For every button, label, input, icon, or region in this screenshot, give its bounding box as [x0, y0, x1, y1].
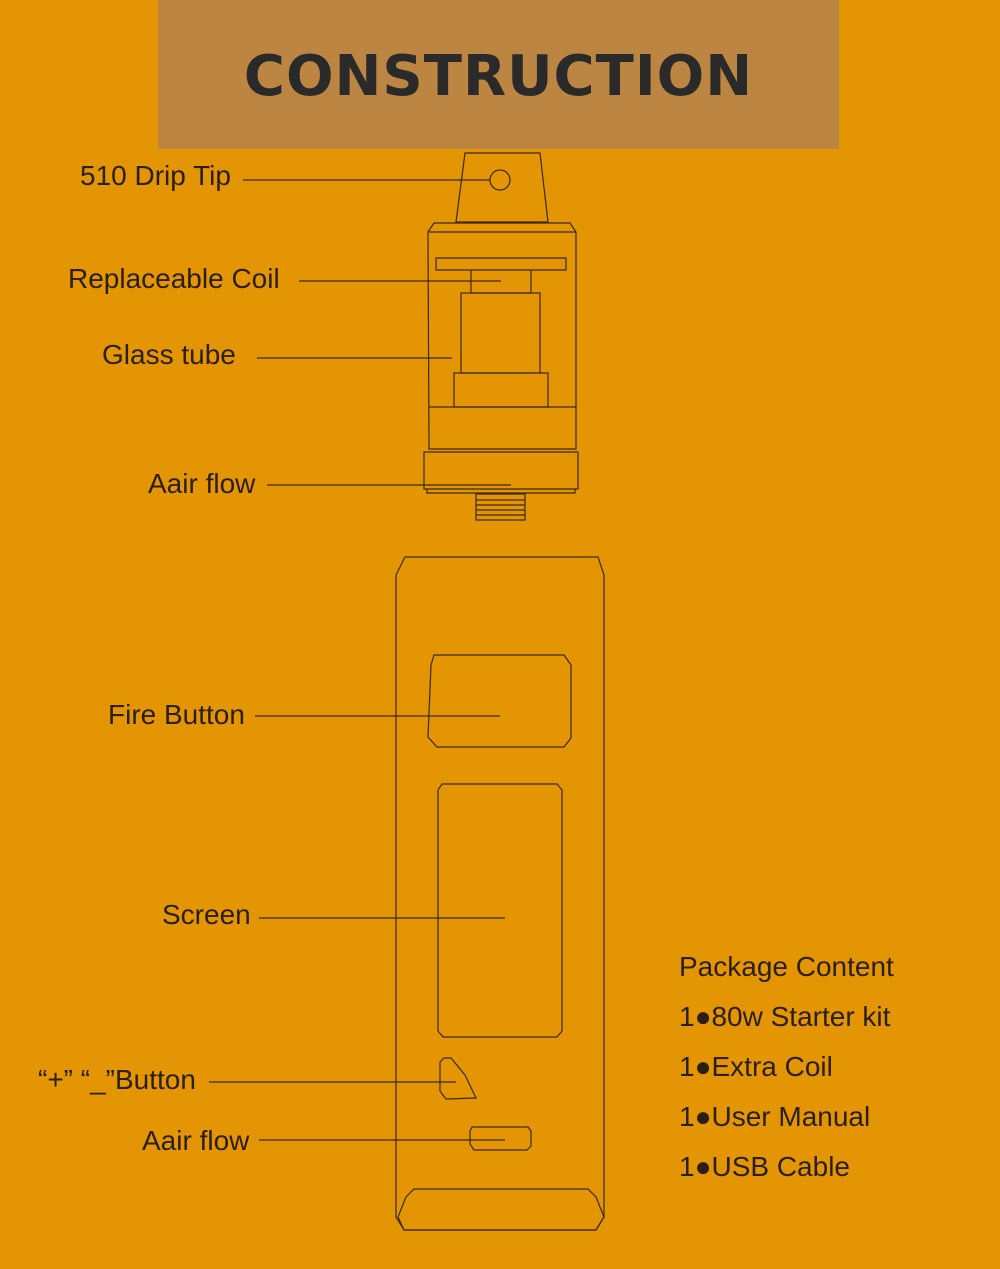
- label-plus-minus-button: “+” “_”Button: [38, 1064, 196, 1095]
- label-glass-tube: Glass tube: [102, 339, 236, 370]
- label-air-flow-bottom: Aair flow: [142, 1125, 250, 1156]
- mod-body-drawing: [396, 557, 604, 1230]
- tank-drawing: [424, 223, 578, 520]
- package-item: 1●USB Cable: [679, 1151, 850, 1182]
- drip-tip-drawing: [456, 153, 548, 222]
- label-replaceable-coil: Replaceable Coil: [68, 263, 280, 294]
- label-fire-button: Fire Button: [108, 699, 245, 730]
- label-air-flow-top: Aair flow: [148, 468, 256, 499]
- package-item: 1●Extra Coil: [679, 1051, 833, 1082]
- package-item: 1●80w Starter kit: [679, 1001, 891, 1032]
- package-heading: Package Content: [679, 951, 894, 982]
- leader-lines: [209, 180, 511, 1140]
- label-screen: Screen: [162, 899, 251, 930]
- page-title: CONSTRUCTION: [243, 44, 754, 109]
- label-drip-tip: 510 Drip Tip: [80, 160, 231, 191]
- package-item: 1●User Manual: [679, 1101, 871, 1132]
